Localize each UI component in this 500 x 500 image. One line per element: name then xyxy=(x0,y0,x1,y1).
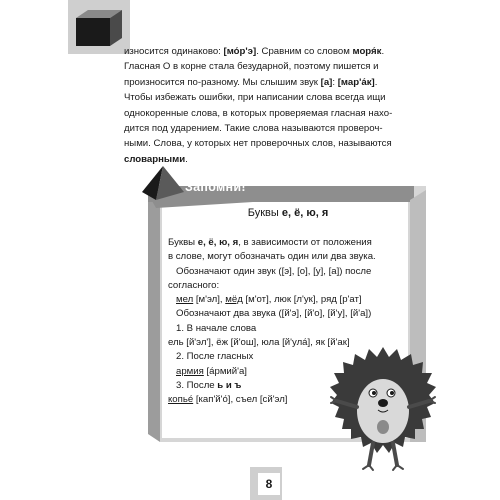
cube-icon xyxy=(76,10,122,46)
page-number: 8 xyxy=(258,473,280,495)
rule-box-heading: Буквы е, ё, ю, я xyxy=(247,207,329,219)
rule-box-content: Буквы е, ё, ю, я, в зависимости от положения в слове, могут обозначать один или два звука. Обозначают один звук ([э], [о], [у], [а]) после согласного: мел [м'эл], мёд [м'от], люк [л'ук], ряд [р'ат] Обозначают два звука ([й'э], [й'о], [й'у], [й'а]) 1. В начале слова ель [й'эл'], ёж [й'ош], юла [й'ула́], як [й'ак] 2. После гласных армия [а́рмий'а] 3. После ь и ъ копье́ [кап'й'о́], съел [сй'эл] xyxy=(168,237,376,406)
pyramid-icon xyxy=(142,166,184,200)
rule-box-title: Запомни! xyxy=(185,180,246,194)
intro-paragraph: износится одинаково: [мо́р'э]. Сравним со словом моря́к. Гласная О в корне стала безударной, поэтому пишется и произносится по-разному. Мы слышим звук [а]: [мар'а́к]. Чтобы избежать ошибки, при написании слова всегда ищи однокоренные слова, в которых проверяемая гласная нахо- дится под ударением. Такие слова называются провероч- ными. Слова, у которых нет проверочных слов, называются словарными. xyxy=(124,46,393,165)
hedgehog-icon xyxy=(323,345,443,475)
